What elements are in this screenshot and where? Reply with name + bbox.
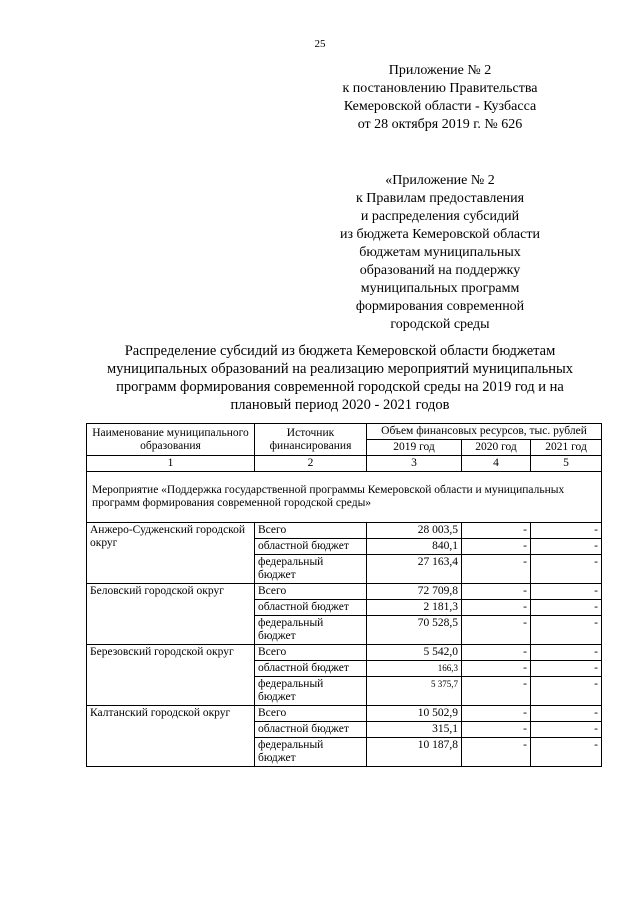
subsidy-table	[86, 423, 602, 767]
table-header-row	[87, 424, 602, 440]
value-2019: 10 502,9	[367, 706, 462, 722]
value-2019: 840,1	[367, 539, 462, 555]
table-row	[87, 645, 602, 661]
funding-source: федеральный бюджет	[255, 555, 367, 584]
funding-source: федеральный бюджет	[255, 616, 367, 645]
column-number-row	[87, 456, 602, 472]
value-2021: -	[531, 677, 602, 706]
value-2019: 5 542,0	[367, 645, 462, 661]
funding-source: областной бюджет	[255, 600, 367, 616]
value-2021: -	[531, 706, 602, 722]
value-2019: 315,1	[367, 722, 462, 738]
value-2020: -	[462, 677, 531, 706]
header-year-2021: 2021 год	[531, 440, 602, 456]
appendix-header	[300, 62, 580, 134]
column-number: 3	[367, 456, 462, 472]
funding-source: Всего	[255, 706, 367, 722]
appendix-rules-line: и распределения субсидий	[360, 209, 520, 224]
value-2019: 27 163,4	[367, 555, 462, 584]
header-volume: Объем финансовых ресурсов, тыс. рублей	[367, 424, 602, 440]
value-2020: -	[462, 738, 531, 767]
column-number: 4	[462, 456, 531, 472]
value-2021: -	[531, 584, 602, 600]
table-row	[87, 523, 602, 539]
value-2021: -	[531, 539, 602, 555]
activity-row	[87, 472, 602, 523]
municipality-name: Беловский городской округ	[87, 584, 255, 645]
municipality-name: Анжеро-Судженский городской округ	[87, 523, 255, 584]
appendix-rules-line: городской среды	[390, 317, 490, 332]
value-2020: -	[462, 661, 531, 677]
appendix-header-line: к постановлению Правительства	[342, 81, 538, 96]
table-row	[87, 584, 602, 600]
header-year-2019: 2019 год	[367, 440, 462, 456]
value-2021: -	[531, 661, 602, 677]
appendix-rules-line: образований на поддержку	[359, 263, 521, 278]
appendix-rules-line: «Приложение № 2	[385, 173, 495, 188]
appendix-rules-line: формирования современной	[355, 299, 525, 314]
value-2020: -	[462, 539, 531, 555]
title-line: плановый период 2020 - 2021 годов	[230, 397, 450, 413]
value-2019: 72 709,8	[367, 584, 462, 600]
value-2019: 28 003,5	[367, 523, 462, 539]
table-row	[87, 706, 602, 722]
value-2020: -	[462, 523, 531, 539]
value-2021: -	[531, 722, 602, 738]
value-2019: 70 528,5	[367, 616, 462, 645]
value-2020: -	[462, 616, 531, 645]
value-2020: -	[462, 600, 531, 616]
value-2020: -	[462, 722, 531, 738]
header-year-2020: 2020 год	[462, 440, 531, 456]
value-2020: -	[462, 584, 531, 600]
document-title	[80, 342, 600, 414]
value-2021: -	[531, 555, 602, 584]
appendix-rules-line: бюджетам муниципальных	[359, 245, 521, 260]
title-line: Распределение субсидий из бюджета Кемеровской области бюджетам	[124, 343, 556, 359]
title-line: программ формирования современной городской среды на 2019 год и на	[116, 379, 564, 395]
column-number: 2	[255, 456, 367, 472]
appendix-rules-line: муниципальных программ	[360, 281, 520, 296]
appendix-header-line: Приложение № 2	[388, 63, 492, 78]
value-2020: -	[462, 555, 531, 584]
value-2019: 10 187,8	[367, 738, 462, 767]
appendix-rules-line: из бюджета Кемеровской области	[340, 227, 540, 242]
title-line: муниципальных образований на реализацию мероприятий муниципальных	[106, 361, 574, 377]
column-number: 1	[87, 456, 255, 472]
value-2021: -	[531, 523, 602, 539]
value-2021: -	[531, 738, 602, 767]
value-2021: -	[531, 616, 602, 645]
municipality-name: Калтанский городской округ	[87, 706, 255, 767]
column-number: 5	[531, 456, 602, 472]
appendix-header-line: Кемеровской области - Кузбасса	[343, 99, 537, 114]
appendix-rules-line: к Правилам предоставления	[355, 191, 525, 206]
value-2021: -	[531, 645, 602, 661]
funding-source: Всего	[255, 523, 367, 539]
municipality-name: Березовский городской округ	[87, 645, 255, 706]
header-name: Наименование муниципального образования	[87, 424, 255, 456]
funding-source: Всего	[255, 645, 367, 661]
value-2019: 166,3	[367, 661, 462, 677]
funding-source: областной бюджет	[255, 539, 367, 555]
funding-source: федеральный бюджет	[255, 677, 367, 706]
value-2019: 5 375,7	[367, 677, 462, 706]
value-2020: -	[462, 645, 531, 661]
page-number: 25	[314, 38, 326, 50]
funding-source: областной бюджет	[255, 722, 367, 738]
appendix-header-line: от 28 октября 2019 г. № 626	[357, 117, 523, 132]
value-2019: 2 181,3	[367, 600, 462, 616]
header-source: Источник финансирования	[255, 424, 367, 456]
activity-text: Мероприятие «Поддержка государственной программы Кемеровской области и муниципальных программ формирования современной городской среды»	[87, 472, 602, 523]
funding-source: Всего	[255, 584, 367, 600]
value-2021: -	[531, 600, 602, 616]
funding-source: областной бюджет	[255, 661, 367, 677]
value-2020: -	[462, 706, 531, 722]
funding-source: федеральный бюджет	[255, 738, 367, 767]
appendix-rules	[300, 172, 580, 334]
